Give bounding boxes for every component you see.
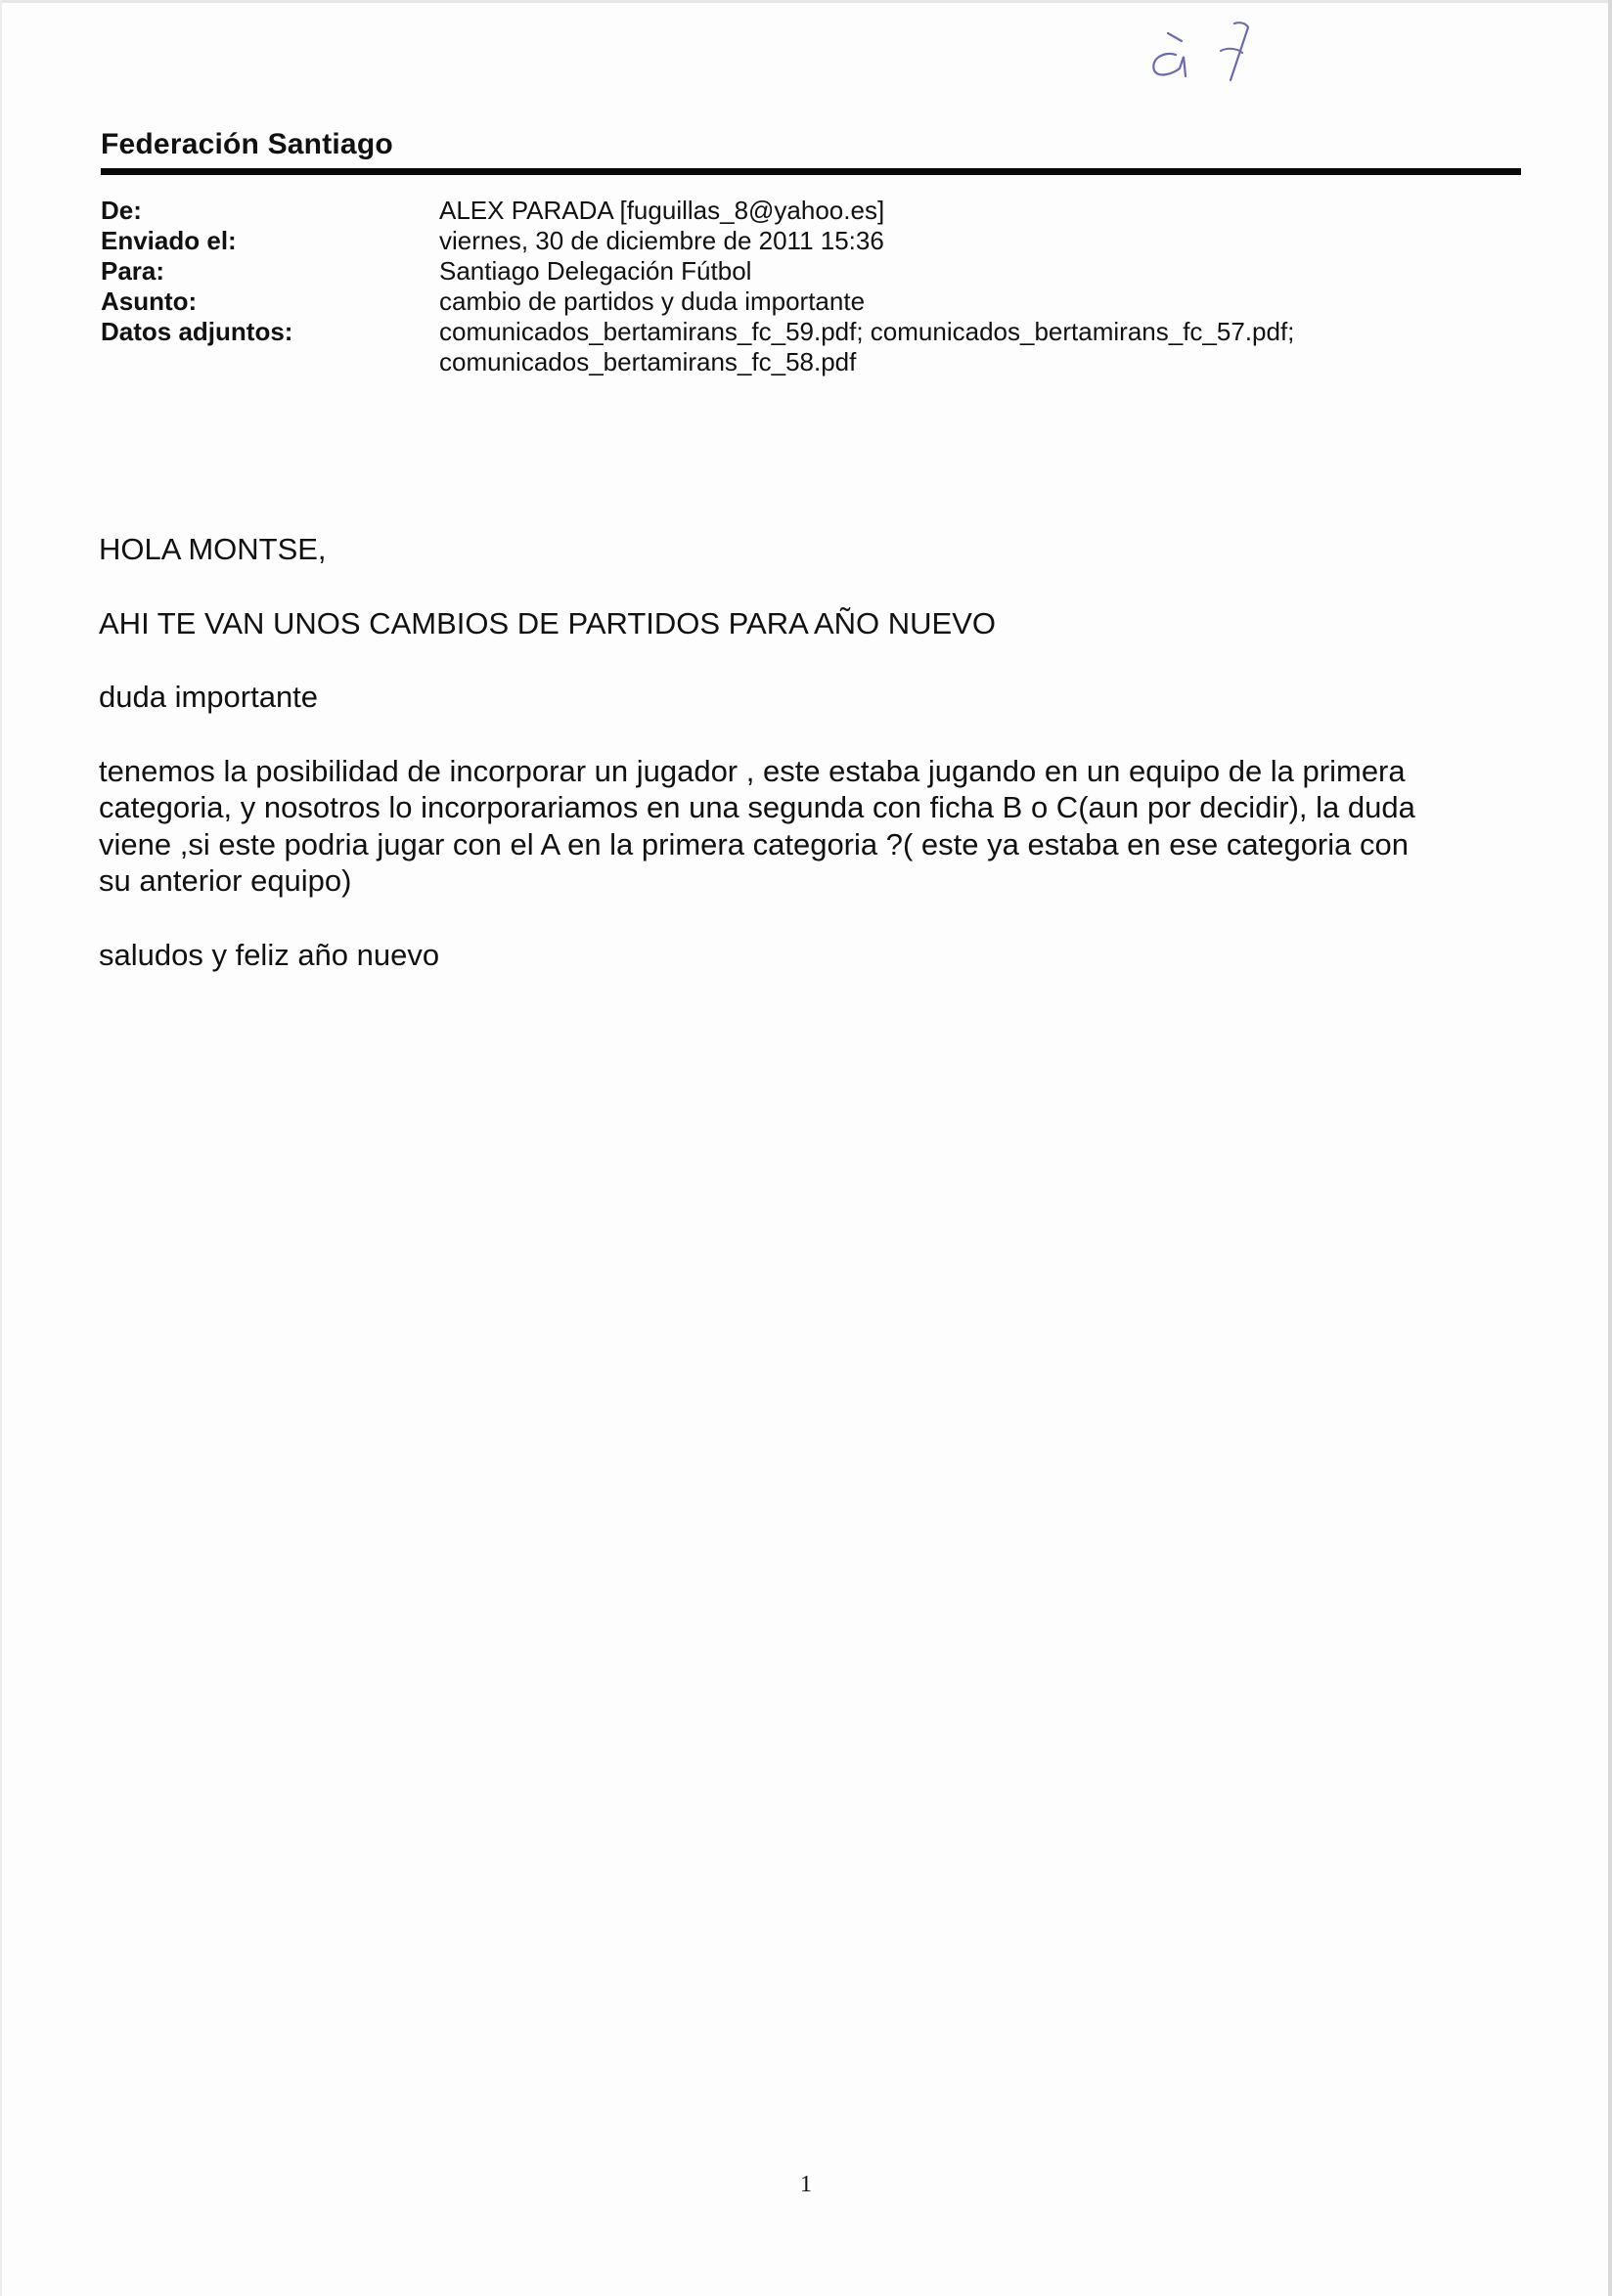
header-value	[439, 196, 1515, 226]
sender: ALEX PARADA [fuguillas_8@yahoo.es]	[439, 196, 885, 225]
closing-line: saludos y feliz año nuevo	[99, 937, 440, 972]
recipient: Santiago Delegación Fútbol	[439, 256, 752, 286]
header-value	[439, 317, 1515, 377]
greeting: HOLA MONTSE,	[99, 532, 327, 566]
attachment-list: comunicados_bertamirans_fc_59.pdf; comunicados_bertamirans_fc_57.pdf;	[439, 317, 1295, 346]
sent-date: viernes, 30 de diciembre de 2011 15:36	[439, 226, 884, 255]
paragraph-line: categoria, y nosotros lo incorporariamos en una segunda con ficha B o C(aun por decidir), la duda	[99, 790, 1415, 824]
header-label: Para:	[101, 256, 165, 286]
header-row-sent	[101, 226, 1515, 256]
header-label: Asunto:	[101, 287, 198, 316]
subtitle-line: duda importante	[99, 680, 319, 714]
paragraph-line: su anterior equipo)	[99, 863, 352, 898]
scan-edge-right	[1608, 0, 1612, 2296]
header-rule	[101, 168, 1521, 175]
header-row-from	[101, 196, 1515, 226]
scan-edge-left	[0, 0, 2, 2296]
handwritten-mark	[1125, 12, 1281, 88]
scan-edge-top	[0, 0, 1612, 3]
header-label: Datos adjuntos:	[101, 317, 293, 346]
header-value	[439, 226, 1515, 256]
header-value	[439, 287, 1515, 317]
header-value	[439, 256, 1515, 287]
header-row-to	[101, 256, 1515, 287]
intro-line: AHI TE VAN UNOS CAMBIOS DE PARTIDOS PARA AÑO NUEVO	[99, 605, 996, 640]
header-row-subject	[101, 287, 1515, 317]
header-label: Enviado el:	[101, 226, 237, 255]
paragraph-line: viene ,si este podria jugar con el A en la primera categoria ?( este ya estaba en ese categoria con	[99, 826, 1409, 861]
email-header	[101, 196, 1515, 377]
email-body	[99, 531, 1507, 1010]
subject: cambio de partidos y duda importante	[439, 287, 866, 316]
organization-name: Federación Santiago	[101, 128, 393, 160]
question-paragraph	[99, 753, 1507, 900]
paragraph-line: tenemos la posibilidad de incorporar un jugador , este estaba jugando en un equipo de la primera	[99, 753, 1406, 788]
page-number: 1	[800, 2172, 812, 2197]
header-row-attachments	[101, 317, 1515, 377]
attachment-list: comunicados_bertamirans_fc_58.pdf	[439, 347, 857, 376]
header-label: De:	[101, 196, 142, 225]
